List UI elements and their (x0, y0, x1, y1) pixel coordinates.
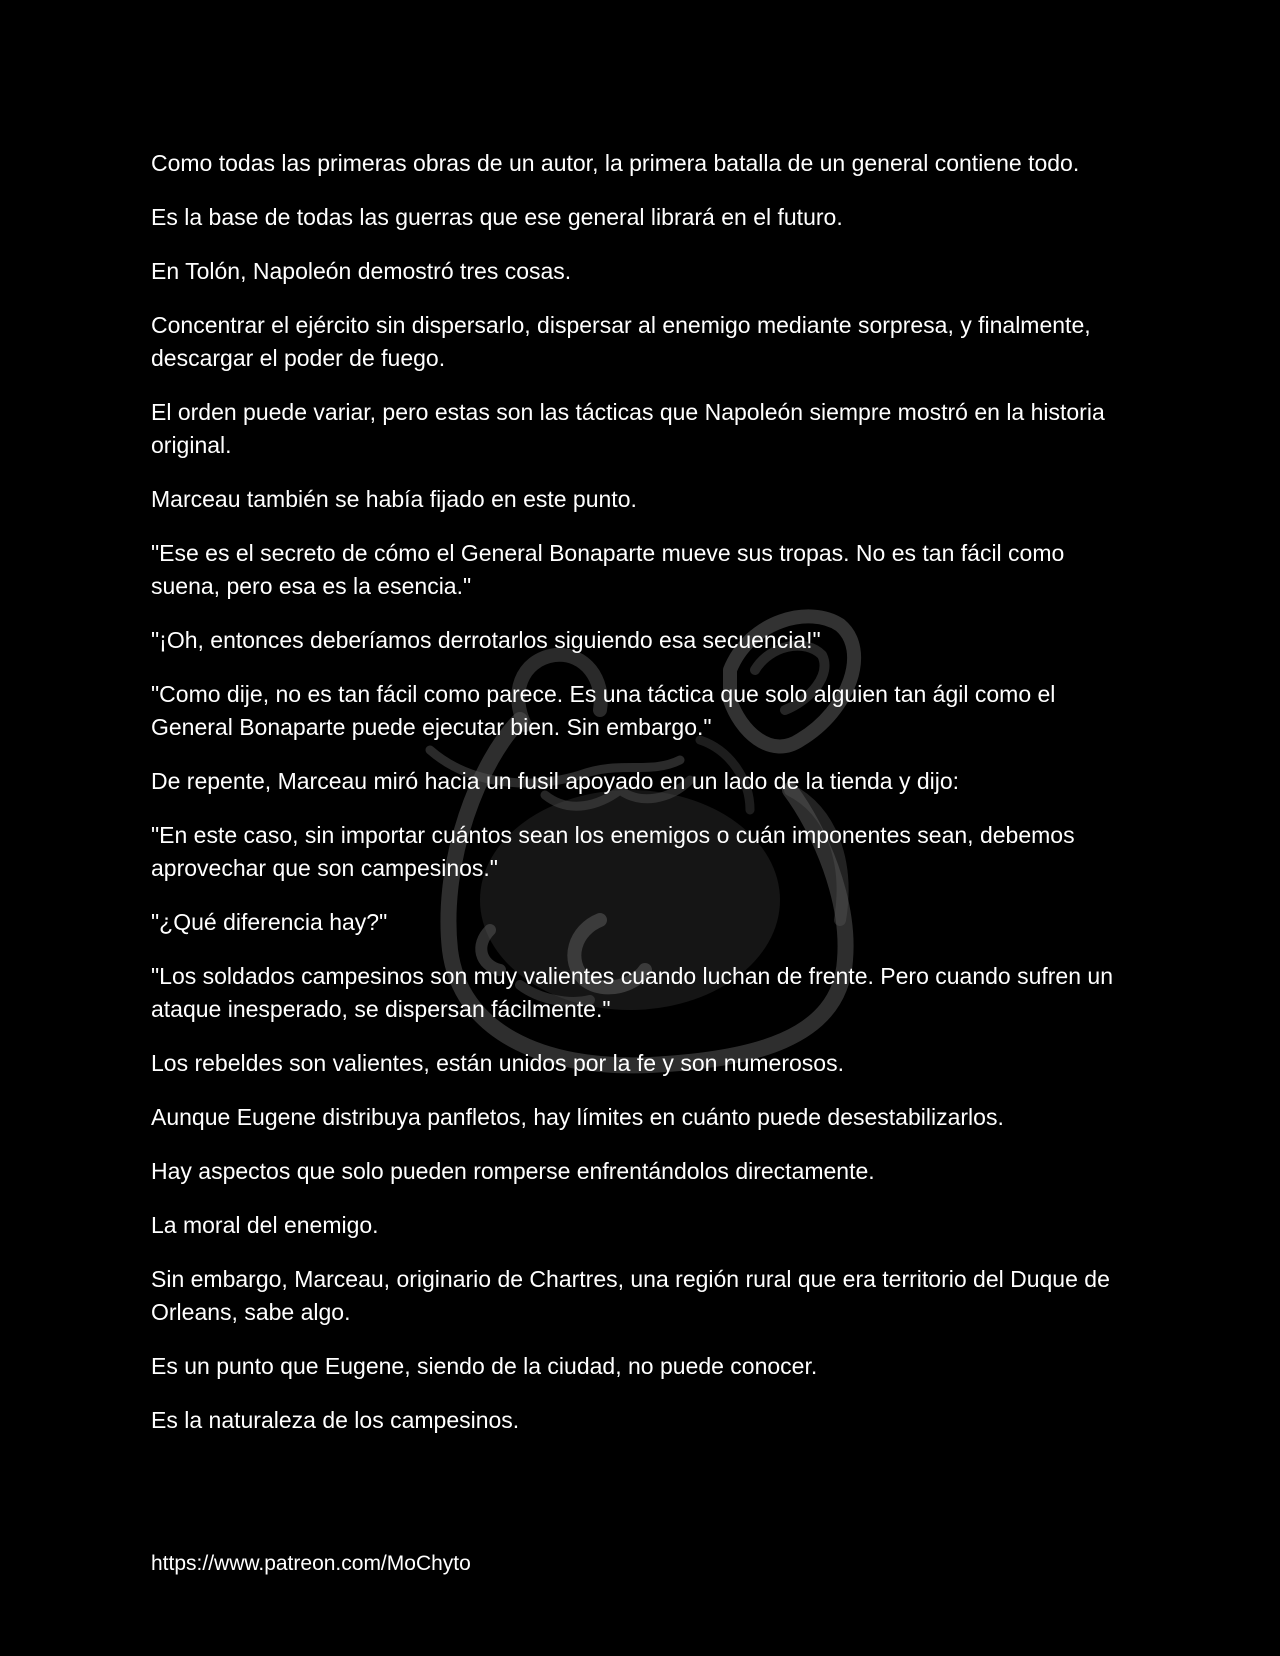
paragraph: Hay aspectos que solo pueden romperse enfrentándolos directamente. (151, 1158, 875, 1184)
paragraph: El orden puede variar, pero estas son las tácticas que Napoleón siempre mostró en la historia original. (151, 399, 1105, 458)
paragraph: Los rebeldes son valientes, están unidos por la fe y son numerosos. (151, 1050, 844, 1076)
paragraph: Concentrar el ejército sin dispersarlo, dispersar al enemigo mediante sorpresa, y finalmente, descargar el poder de fuego. (151, 312, 1091, 371)
paragraph: "¡Oh, entonces deberíamos derrotarlos siguiendo esa secuencia!" (151, 627, 821, 653)
paragraph: Es la naturaleza de los campesinos. (151, 1407, 520, 1433)
paragraph: "Los soldados campesinos son muy valientes cuando luchan de frente. Pero cuando sufren un ataque inesperado, se dispersan fácilmente." (151, 963, 1113, 1022)
paragraph: "Ese es el secreto de cómo el General Bonaparte mueve sus tropas. No es tan fácil como suena, pero esa es la esencia." (151, 540, 1065, 599)
paragraph: Como todas las primeras obras de un autor, la primera batalla de un general contiene todo. (151, 150, 1080, 176)
paragraph: De repente, Marceau miró hacia un fusil apoyado en un lado de la tienda y dijo: (151, 768, 960, 794)
patreon-link[interactable]: https://www.patreon.com/MoChyto (151, 1552, 471, 1575)
paragraph: La moral del enemigo. (151, 1212, 379, 1238)
paragraph: Sin embargo, Marceau, originario de Chartres, una región rural que era territorio del Duque de Orleans, sabe algo. (151, 1266, 1110, 1325)
paragraph: "Como dije, no es tan fácil como parece. Es una táctica que solo alguien tan ágil como el General Bonaparte puede ejecutar bien. Sin embargo." (151, 681, 1056, 740)
paragraph: Es un punto que Eugene, siendo de la ciudad, no puede conocer. (151, 1353, 818, 1379)
text-body (151, 147, 1131, 1458)
paragraph: "En este caso, sin importar cuántos sean los enemigos o cuán imponentes sean, debemos aprovechar que son campesinos." (151, 822, 1075, 881)
paragraph: Aunque Eugene distribuya panfletos, hay límites en cuánto puede desestabilizarlos. (151, 1104, 1004, 1130)
paragraph: En Tolón, Napoleón demostró tres cosas. (151, 258, 572, 284)
paragraph: Es la base de todas las guerras que ese general librará en el futuro. (151, 204, 843, 230)
paragraph: "¿Qué diferencia hay?" (151, 909, 388, 935)
paragraph: Marceau también se había fijado en este punto. (151, 486, 637, 512)
